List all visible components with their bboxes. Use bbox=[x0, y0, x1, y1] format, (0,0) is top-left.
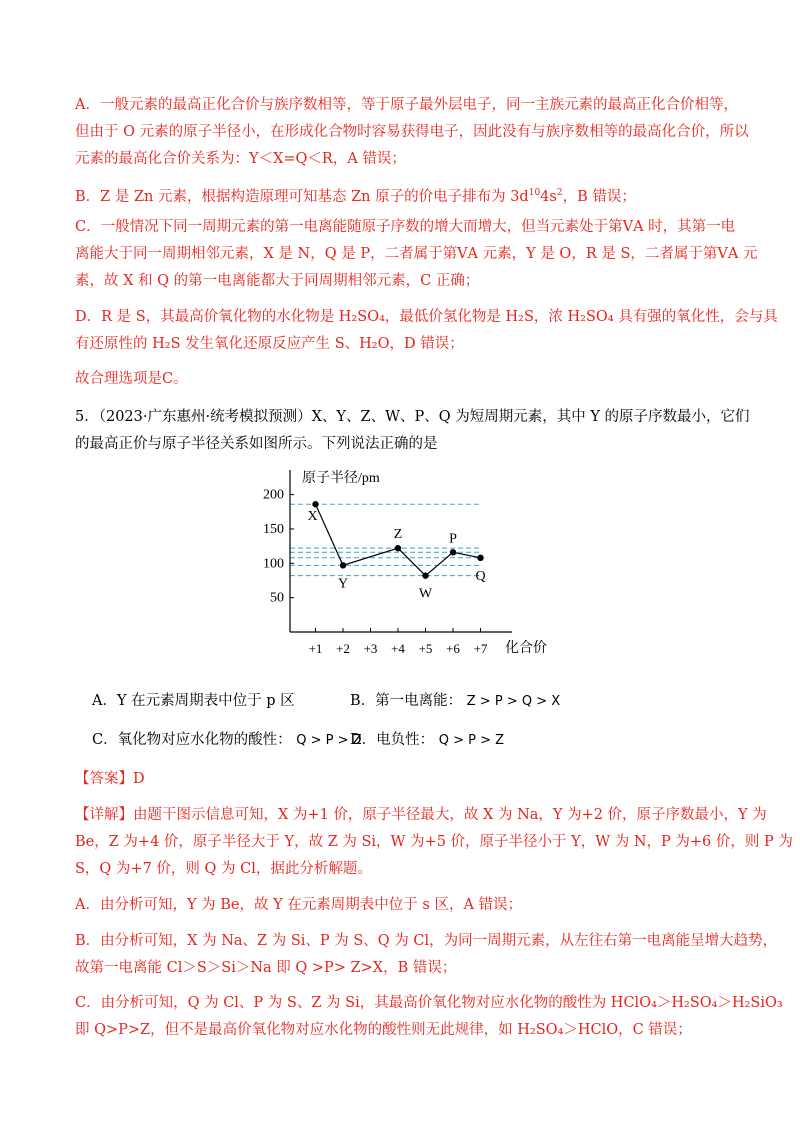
superscript: 2 bbox=[556, 188, 563, 198]
text-line: Be，Z 为+4 价，原子半径大于 Y，故 Z 为 Si，W 为+5 价，原子半径小于 Y，W 为 N，P 为+6 价，则 P 为 bbox=[75, 834, 793, 850]
answer-text: 【答案】D bbox=[75, 771, 145, 787]
point-label-z: Z bbox=[393, 527, 403, 543]
point-label-y: Y bbox=[337, 576, 349, 592]
option-d-expression: Q > P > Z bbox=[438, 733, 505, 748]
x-axis-label: 化合价 bbox=[505, 641, 547, 656]
y-axis-label: 原子半径/pm bbox=[302, 471, 380, 486]
question-5-stem bbox=[75, 404, 750, 458]
option-a-text: A．Y 在元素周期表中位于 p 区 bbox=[92, 693, 295, 709]
x-tick-label: +3 bbox=[363, 641, 378, 656]
text-line: 【详解】由题干图示信息可知，X 为+1 价，原子半径最大，故 X 为 Na，Y 为+2 价，原子序数最小，Y 为 bbox=[75, 807, 767, 823]
text-segment: B．Z 是 Zn 元素，根据构造原理可知基态 Zn 原子的价电子排布为 3d bbox=[75, 188, 529, 205]
text-line: 5．（2023·广东惠州·统考模拟预测）X、Y、Z、W、P、Q 为短周期元素，其中 Y 的原子序数最小，它们 bbox=[75, 409, 750, 425]
x-tick-label: +6 bbox=[446, 641, 460, 656]
point-p bbox=[450, 549, 456, 555]
x-tick-label: +7 bbox=[473, 641, 488, 656]
point-z bbox=[395, 545, 401, 551]
option-c bbox=[92, 729, 362, 752]
detail-option-b bbox=[75, 928, 778, 982]
option-d-label: D．电负性： bbox=[350, 732, 435, 748]
point-label-q: Q bbox=[475, 568, 486, 584]
point-q bbox=[477, 555, 483, 561]
option-d bbox=[350, 729, 504, 752]
prev-conclusion bbox=[75, 366, 735, 393]
option-a bbox=[92, 690, 295, 712]
detail-option-c bbox=[75, 990, 783, 1044]
point-label-w: W bbox=[418, 586, 433, 602]
text-line: A．一般元素的最高正化合价与族序数相等，等于原子最外层电子，同一主族元素的最高正化合价相等， bbox=[75, 97, 738, 113]
x-tick-label: +5 bbox=[418, 641, 433, 656]
y-ticks bbox=[263, 488, 294, 606]
prev-option-d-analysis bbox=[75, 304, 778, 358]
text-line: C．一般情况下同一周期元素的第一电离能随原子序数的增大而增大，但当元素处于第ⅤA 时，其第一电 bbox=[75, 219, 736, 235]
prev-option-b-analysis bbox=[75, 180, 735, 211]
option-b-label: B．第一电离能： bbox=[350, 693, 463, 709]
answer bbox=[75, 766, 735, 793]
y-tick-label: 200 bbox=[263, 487, 284, 503]
text-line: B．由分析可知，X 为 Na、Z 为 Si、P 为 S、Q 为 Cl，为同一周期元素，从左往右第一电离能呈增大趋势， bbox=[75, 933, 778, 949]
point-label-p: P bbox=[449, 531, 457, 547]
y-tick-label: 50 bbox=[270, 590, 284, 606]
text-line: 即 Q>P>Z，但不是最高价氧化物对应水化物的酸性则无此规律，如 H₂SO₄＞HClO，C 错误； bbox=[75, 1022, 692, 1038]
text-line: 元素的最高化合价关系为：Y＜X=Q＜R，A 错误； bbox=[75, 151, 406, 167]
option-b bbox=[350, 690, 560, 713]
x-tick-label: +4 bbox=[391, 641, 405, 656]
text-line: 的最高正价与原子半径关系如图所示。下列说法正确的是 bbox=[75, 436, 438, 452]
prev-option-a-analysis bbox=[75, 92, 749, 173]
text-line: 故第一电离能 Cl＞S＞Si＞Na 即 Q >P> Z>X，B 错误； bbox=[75, 960, 457, 976]
y-tick-label: 100 bbox=[263, 556, 284, 572]
text-line: 素，故 X 和 Q 的第一电离能都大于同周期相邻元素，C 正确； bbox=[75, 273, 480, 289]
superscript: 10 bbox=[528, 188, 541, 198]
text-line: 有还原性的 H₂S 发生氧化还原反应产生 S、H₂O，D 错误； bbox=[75, 336, 464, 352]
text-segment: 4s bbox=[540, 188, 557, 205]
option-c-label: C．氧化物对应水化物的酸性： bbox=[92, 732, 292, 748]
option-c-expression: Q > P > Z bbox=[296, 733, 362, 748]
text-line: A．由分析可知，Y 为 Be，故 Y 在元素周期表中位于 s 区，A 错误； bbox=[75, 897, 523, 913]
text-line: 故合理选项是C。 bbox=[75, 371, 188, 387]
x-tick-label: +1 bbox=[308, 641, 323, 656]
x-tick-label: +2 bbox=[336, 641, 350, 656]
point-x bbox=[312, 501, 318, 507]
chart-axes bbox=[290, 469, 547, 656]
detail-analysis bbox=[75, 802, 793, 883]
point-w bbox=[422, 572, 428, 578]
text-line: C．由分析可知，Q 为 Cl、P 为 S、Z 为 Si，其最高价氧化物对应水化物的酸性为 HClO₄＞H₂SO₄＞H₂SiO₃ bbox=[75, 995, 783, 1011]
text-line: S，Q 为+7 价，则 Q 为 Cl，据此分析解题。 bbox=[75, 861, 372, 877]
text-segment: ，B 错误； bbox=[562, 188, 636, 205]
text-line: 离能大于同一周期相邻元素，X 是 N，Q 是 P，二者属于第ⅤA 元素，Y 是 O，R 是 S，二者属于第ⅤA 元 bbox=[75, 246, 758, 262]
y-tick-label: 150 bbox=[263, 521, 284, 537]
option-b-expression: Z > P > Q > X bbox=[466, 694, 561, 709]
text-line: D．R 是 S，其最高价氧化物的水化物是 H₂SO₄，最低价氢化物是 H₂S，浓 H₂SO₄ 具有强的氧化性，会与具 bbox=[75, 309, 778, 325]
text-line: 但由于 O 元素的原子半径小，在形成化合物时容易获得电子，因此没有与族序数相等的最高化合价，所以 bbox=[75, 124, 749, 140]
detail-option-a bbox=[75, 892, 735, 919]
prev-option-c-analysis bbox=[75, 214, 758, 295]
chart-points bbox=[307, 501, 485, 602]
radius-valence-chart bbox=[250, 460, 560, 665]
point-label-x: X bbox=[307, 509, 318, 525]
point-y bbox=[340, 562, 346, 568]
